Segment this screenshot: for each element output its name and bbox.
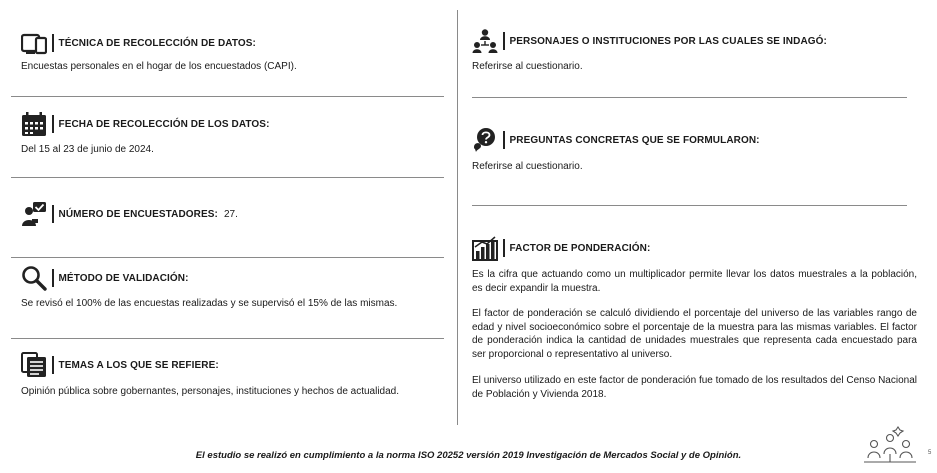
person-check-icon [21, 201, 47, 227]
interviewers-title: NÚMERO DE ENCUESTADORES: [58, 208, 218, 220]
section-rule [11, 257, 444, 258]
bar-chart-icon [472, 235, 498, 261]
separator-bar [52, 34, 54, 52]
topics-text: Opinión pública sobre gobernantes, personajes, instituciones y hechos de actualidad. [21, 386, 400, 397]
magnifier-icon [21, 265, 47, 291]
separator-bar [52, 356, 54, 374]
section-rule [11, 177, 444, 178]
separator-bar [52, 205, 54, 223]
weighting-title: FACTOR DE PONDERACIÓN: [509, 242, 651, 254]
questions-title: PREGUNTAS CONCRETAS QUE SE FORMULARON: [509, 134, 760, 146]
people-network-icon [472, 28, 498, 54]
questions-text: Referirse al cuestionario. [472, 161, 583, 172]
section-rule [11, 338, 444, 339]
footer-note: El estudio se realizó en cumplimiento a la norma ISO 20252 versión 2019 Investigación de Mercados Social y de Opinión. [195, 450, 742, 461]
weighting-paragraph-3: El universo utilizado en este factor de ponderación fue tomado de los resultados del Censo Nacional de Población y Vivienda 2018. [472, 375, 917, 400]
page-number: 5 [928, 450, 932, 456]
column-divider [457, 10, 458, 425]
separator-bar [503, 239, 505, 257]
date-title: FECHA DE RECOLECCIÓN DE LOS DATOS: [58, 118, 270, 130]
persons-header [472, 28, 827, 54]
validation-title: MÉTODO DE VALIDACIÓN: [58, 272, 189, 284]
date-text: Del 15 al 23 de junio de 2024. [21, 144, 154, 155]
interviewers-header [21, 201, 238, 227]
calendar-icon [21, 111, 47, 137]
weighting-paragraph-1: Es la cifra que actuando como un multiplicador permite llevar los datos muestrales a la población, es decir expandir la muestra. [472, 269, 917, 294]
documents-icon [21, 352, 47, 378]
separator-bar [52, 269, 54, 287]
separator-bar [52, 115, 54, 133]
date-header [21, 111, 270, 137]
questions-header [472, 127, 760, 153]
persons-text: Referirse al cuestionario. [472, 61, 583, 72]
separator-bar [503, 32, 505, 50]
people-illustration-icon [860, 424, 920, 468]
section-rule [11, 96, 444, 97]
separator-bar [503, 131, 505, 149]
technique-text: Encuestas personales en el hogar de los encuestados (CAPI). [21, 61, 297, 72]
technique-title: TÉCNICA DE RECOLECCIÓN DE DATOS: [58, 37, 256, 49]
weighting-paragraph-2: El factor de ponderación se calculó dividiendo el porcentaje del universo de las variables rango de edad y nivel socioeconómico sobre el porcentaje de la muestra para las mismas variables. El factor de ponderación indica la cantidad de unidades muestrales que representa cada encuestado para ser proporcional o representativo al universo. [472, 308, 917, 360]
section-rule [472, 97, 907, 98]
weighting-header [472, 235, 650, 261]
validation-text: Se revisó el 100% de las encuestas realizadas y se supervisó el 15% de las mismas. [21, 298, 398, 309]
topics-title: TEMAS A LOS QUE SE REFIERE: [58, 359, 219, 371]
question-bubble-icon [472, 127, 498, 153]
devices-icon [21, 30, 47, 56]
technique-header [21, 30, 256, 56]
topics-header [21, 352, 219, 378]
persons-title: PERSONAJES O INSTITUCIONES POR LAS CUALES SE INDAGÓ: [509, 35, 827, 47]
interviewers-value: 27. [223, 208, 238, 220]
validation-header [21, 265, 189, 291]
section-rule [472, 205, 907, 206]
